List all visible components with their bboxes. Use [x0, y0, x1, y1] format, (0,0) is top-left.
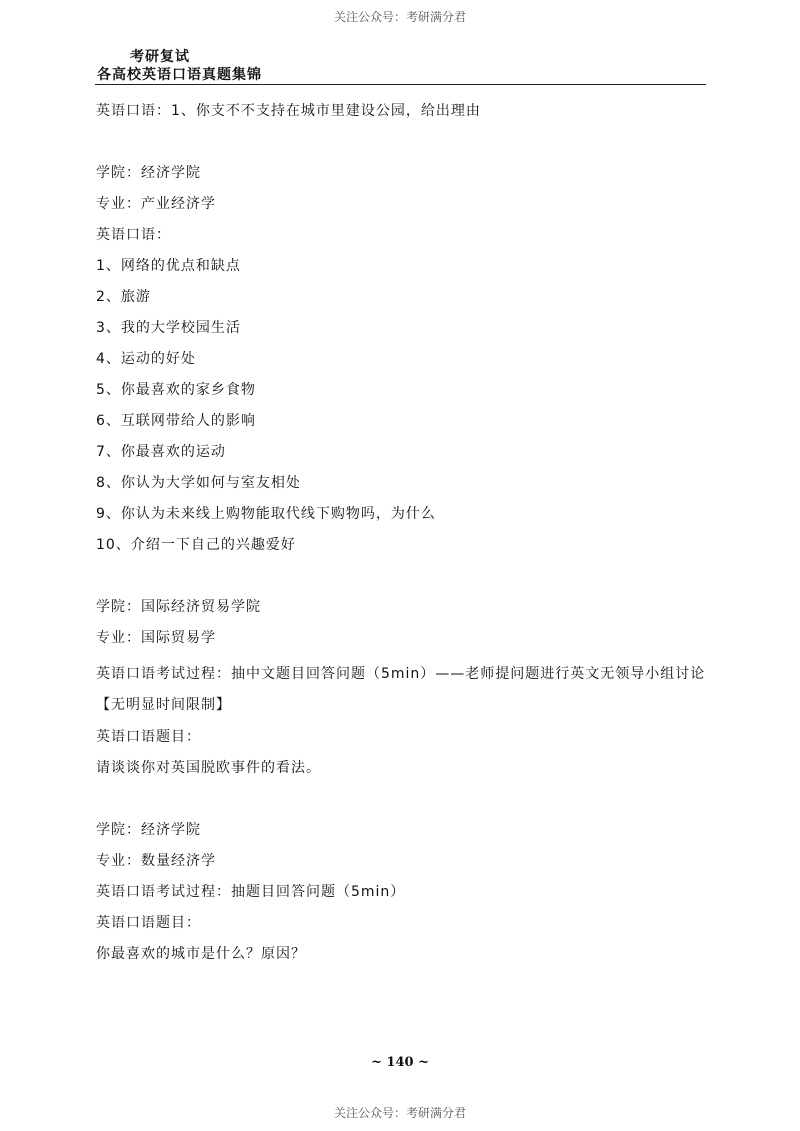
- document-body: [96, 101, 711, 975]
- watermark-bottom: 关注公众号：考研满分君: [333, 1106, 466, 1120]
- watermark-top: 关注公众号：考研满分君: [333, 10, 466, 24]
- oral-heading: 英语口语：: [96, 227, 171, 243]
- header-title: 考研复试: [130, 49, 190, 65]
- section-gap: [96, 132, 711, 163]
- list-item: 10、介绍一下自己的兴趣爱好: [96, 537, 296, 553]
- list-item: 4、运动的好处: [96, 351, 196, 367]
- college-label: 学院：国际经济贸易学院: [96, 599, 261, 615]
- list-item: 5、你最喜欢的家乡食物: [96, 382, 256, 398]
- topic-heading: 英语口语题目：: [96, 729, 201, 745]
- list-item: 7、你最喜欢的运动: [96, 444, 226, 460]
- section-gap: [96, 566, 711, 597]
- list-item: 8、你认为大学如何与室友相处: [96, 475, 301, 491]
- intro-question: 英语口语：1、你支不不支持在城市里建设公园，给出理由: [96, 103, 481, 119]
- topic-text: 请谈谈你对英国脱欧事件的看法。: [96, 760, 321, 776]
- topic-heading: 英语口语题目：: [96, 915, 201, 931]
- section-gap: [96, 789, 711, 820]
- list-item: 3、我的大学校园生活: [96, 320, 241, 336]
- header-divider: [95, 84, 706, 85]
- list-item: 9、你认为未来线上购物能取代线下购物吗，为什么: [96, 506, 436, 522]
- college-label: 学院：经济学院: [96, 822, 201, 838]
- section-economics-industrial: [96, 163, 711, 555]
- major-label: 专业：国际贸易学: [96, 630, 216, 646]
- list-item: 1、网络的优点和缺点: [96, 258, 241, 274]
- list-item: 2、旅游: [96, 289, 151, 305]
- page-number: ~ 140 ~: [371, 1055, 429, 1070]
- major-label: 专业：产业经济学: [96, 196, 216, 212]
- exam-process: 英语口语考试过程：抽题目回答问题（5min）: [96, 884, 406, 900]
- section-international-trade: [96, 597, 711, 778]
- header-subtitle: 各高校英语口语真题集锦: [97, 67, 262, 83]
- section-quantitative-economics: [96, 820, 711, 964]
- exam-process: 英语口语考试过程：抽中文题目回答问题（5min）——老师提问题进行英文无领导小组讨论【无明显时间限制】: [96, 666, 706, 713]
- college-label: 学院：经济学院: [96, 165, 201, 181]
- topic-text: 你最喜欢的城市是什么？原因？: [96, 946, 306, 962]
- list-item: 6、互联网带给人的影响: [96, 413, 256, 429]
- major-label: 专业：数量经济学: [96, 853, 216, 869]
